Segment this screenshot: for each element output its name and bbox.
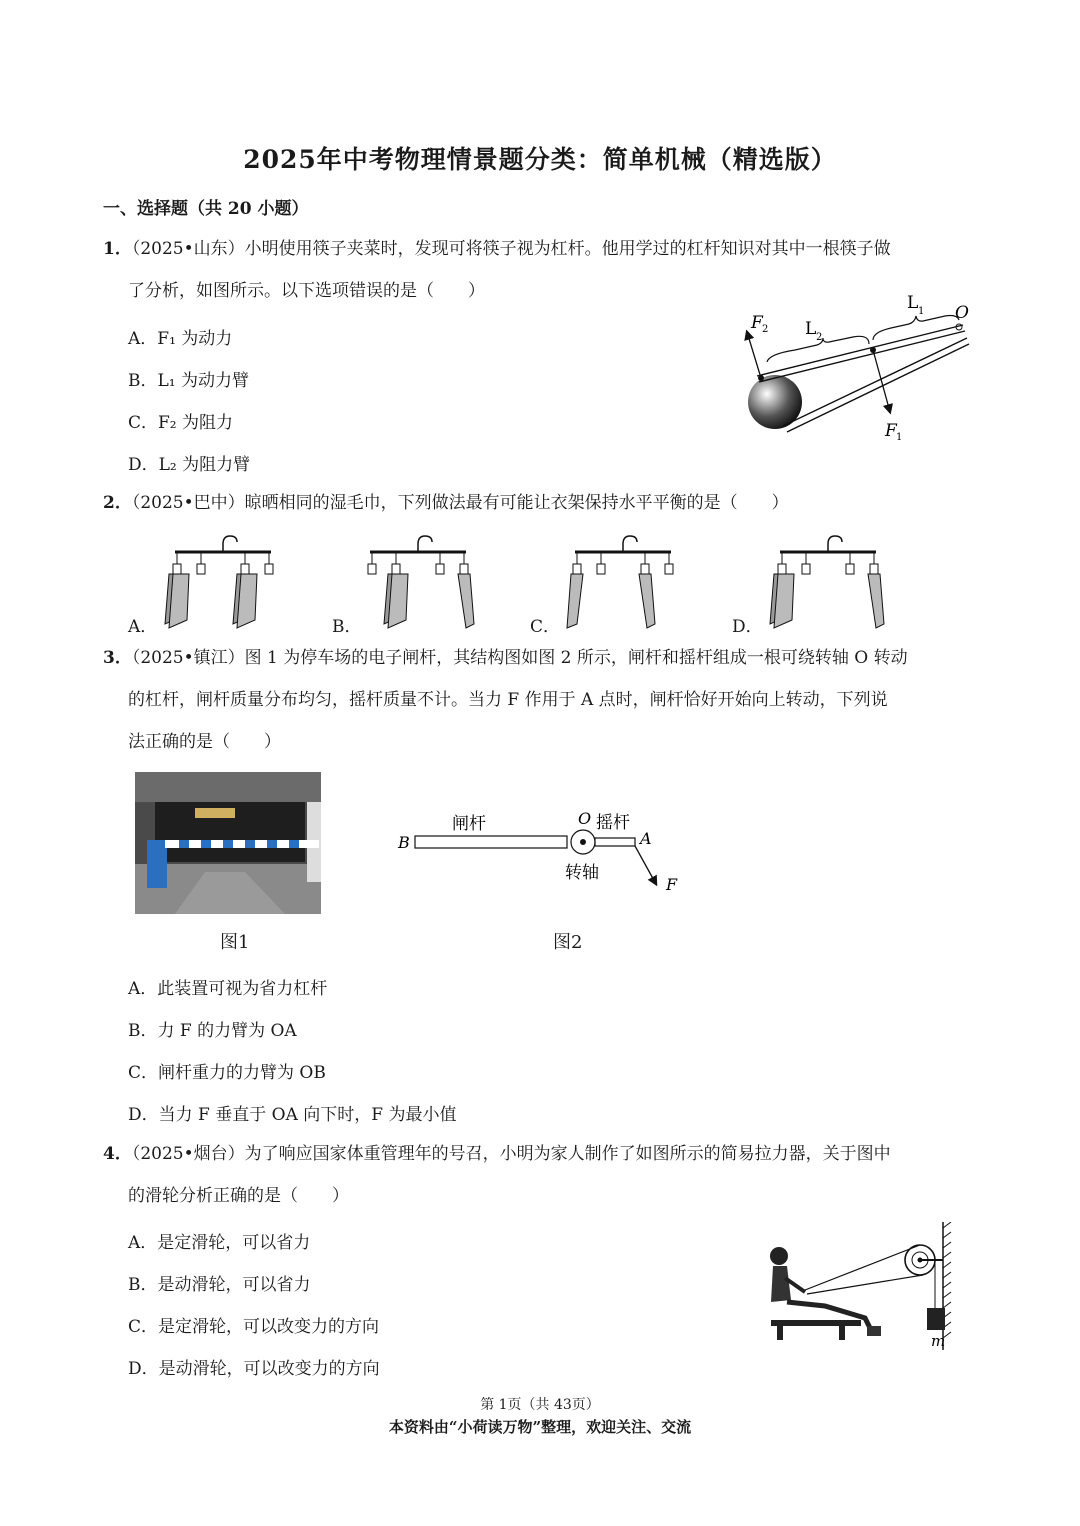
- fig2-caption: 图2: [553, 932, 583, 953]
- svg-text:2: 2: [816, 332, 823, 343]
- q1-line1: [103, 228, 891, 270]
- q2-number: 2．: [103, 493, 132, 513]
- q3-option-d: D．当力 F 垂直于 OA 向下时，F 为最小值: [128, 1105, 457, 1125]
- hanger-option-b: [368, 536, 474, 628]
- q4-number: 4．: [103, 1144, 132, 1164]
- q3-option-b: B．力 F 的力臂为 OA: [128, 1021, 297, 1041]
- q4-text-2: 的滑轮分析正确的是（ ）: [128, 1186, 349, 1206]
- gate-bar: [415, 836, 567, 848]
- q2-option-d: D．: [732, 617, 763, 637]
- label-m: m: [931, 1332, 946, 1350]
- q1-text-1: （2025•山东）小明使用筷子夹菜时，发现可将筷子视为杠杆。他用学过的杠杆知识对其中一根筷子做: [131, 239, 891, 259]
- q4-option-a: A．是定滑轮，可以省力: [128, 1233, 311, 1253]
- label-f: F: [666, 875, 678, 894]
- page-number: 第 1页（共 43页）: [480, 1397, 600, 1413]
- label-a: A: [640, 829, 652, 848]
- q3-number: 3．: [103, 648, 132, 668]
- q2-option-c: C．: [530, 617, 561, 637]
- q4-option-c: C．是定滑轮，可以改变力的方向: [128, 1317, 380, 1337]
- q2-text-1: （2025•巴中）晾晒相同的湿毛巾，下列做法最有可能让衣架保持水平平衡的是（ ）: [131, 493, 789, 513]
- q1-option-a: A．F₁ 为动力: [128, 329, 233, 349]
- q3-option-c: C．闸杆重力的力臂为 OB: [128, 1063, 326, 1083]
- person-icon: [770, 1247, 788, 1265]
- label-f2: F: [751, 313, 763, 333]
- svg-text:2: 2: [762, 324, 769, 335]
- section-heading: 一、选择题（共 20 小题）: [103, 199, 309, 219]
- pulley-exerciser-figure: [765, 1222, 965, 1352]
- hanger-option-a: [165, 536, 273, 628]
- label-gate: 闸杆: [452, 814, 486, 834]
- q2-option-a: A．: [128, 617, 158, 637]
- q4-option-b: B．是动滑轮，可以省力: [128, 1275, 311, 1295]
- weight-block: [927, 1308, 945, 1330]
- hanger-option-d: [770, 536, 884, 628]
- q1-option-d: D．L₂ 为阻力臂: [128, 455, 251, 475]
- label-o: O: [955, 303, 969, 323]
- svg-text:1: 1: [896, 432, 903, 443]
- label-axis: 转轴: [565, 863, 599, 883]
- label-b: B: [398, 833, 410, 852]
- chopstick-upper: [757, 325, 963, 376]
- q1-option-b: B．L₁ 为动力臂: [128, 371, 250, 391]
- label-l1: L: [907, 293, 919, 313]
- footer-credit: 本资料由“小荷读万物”整理，欢迎关注、交流: [388, 1418, 692, 1436]
- q4-text-1: （2025•烟台）为了响应国家体重管理年的号召，小明为家人制作了如图所示的简易拉力器，关于图中: [131, 1144, 891, 1164]
- q1-option-c: C．F₂ 为阻力: [128, 413, 234, 433]
- q4-line1: [103, 1133, 891, 1175]
- q3-option-a: A．此装置可视为省力杠杆: [128, 979, 328, 999]
- label-rocker: 摇杆: [596, 813, 630, 833]
- page-title: 2025年中考物理情景题分类：简单机械（精选版）: [243, 145, 837, 174]
- fig1-caption: 图1: [220, 932, 250, 953]
- q1-number: 1．: [103, 239, 132, 259]
- label-o2: O: [578, 809, 592, 828]
- q4-option-d: D．是动滑轮，可以改变力的方向: [128, 1359, 380, 1379]
- q2-line1: [103, 482, 789, 524]
- q2-option-b: B．: [332, 617, 362, 637]
- q3-text-1: （2025•镇江）图 1 为停车场的电子闸杆，其结构图如图 2 所示，闸杆和摇杆组成一根可绕转轴 O 转动: [131, 648, 908, 668]
- q3-text-2: 的杠杆，闸杆质量分布均匀，摇杆质量不计。当力 F 作用于 A 点时，闸杆恰好开始向上转动，下列说: [128, 690, 888, 710]
- parking-gate-photo: [135, 772, 321, 914]
- q3-line1: [103, 637, 908, 679]
- chopsticks-figure: [735, 290, 975, 450]
- hanger-figures: [120, 528, 920, 638]
- q3-text-3: 法正确的是（ ）: [128, 732, 281, 752]
- q1-text-2: 了分析，如图所示。以下选项错误的是（ ）: [128, 281, 485, 301]
- label-l2: L: [805, 319, 817, 339]
- label-f1: F: [885, 421, 897, 441]
- gate-structure-diagram: [390, 800, 700, 910]
- hanger-option-c: [567, 536, 673, 628]
- rocker-bar: [595, 838, 635, 846]
- svg-text:1: 1: [918, 306, 925, 317]
